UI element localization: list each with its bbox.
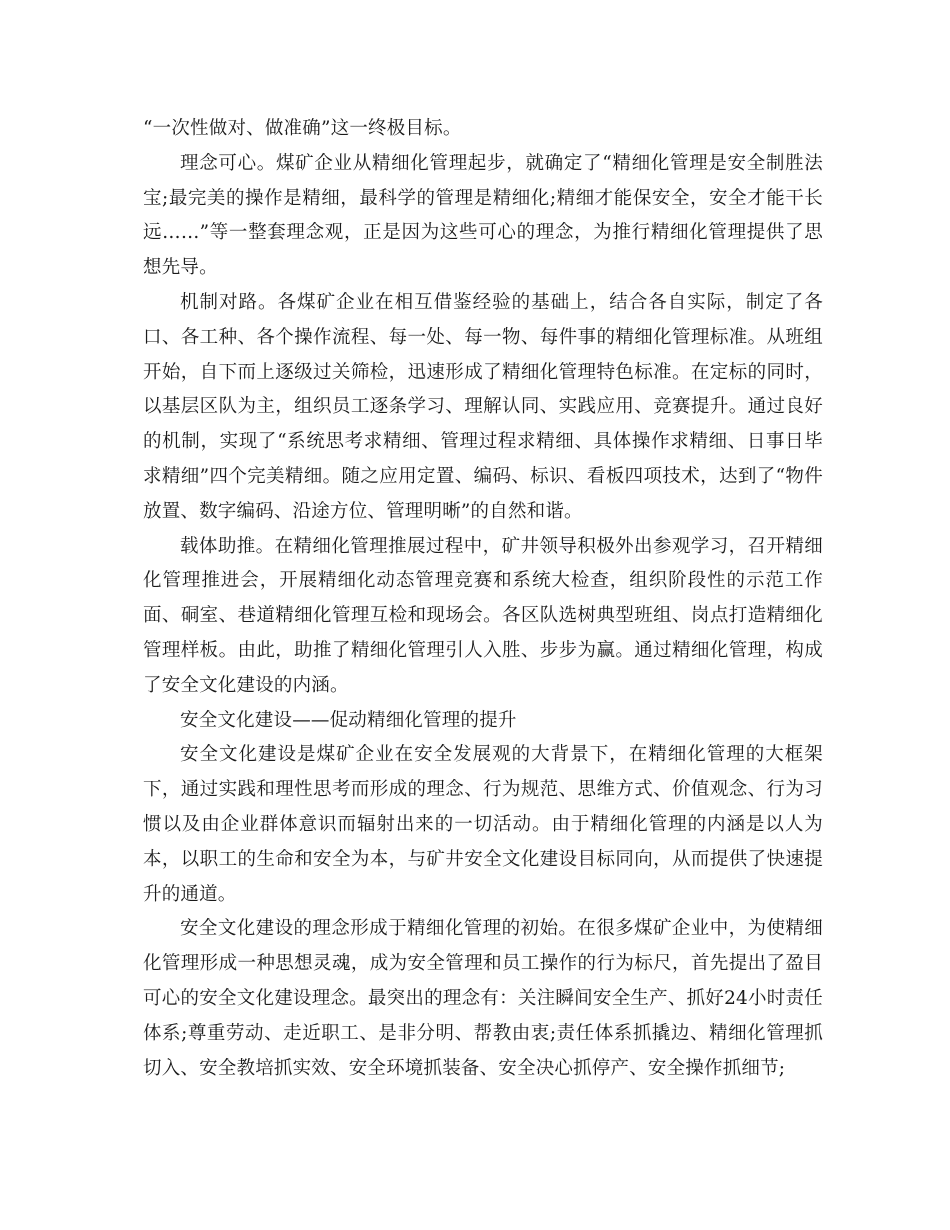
paragraph: 机制对路。各煤矿企业在相互借鉴经验的基础上，结合各自实际，制定了各口、各工种、各个操作流程、每一处、每一物、每件事的精细化管理标准。从班组开始，自下而上逐级过关筛检，迅速形成了精细化管理特色标准。在定标的同时，以基层区队为主，组织员工逐条学习、理解认同、实践应用、竞赛提升。通过良好的机制，实现了“系统思考求精细、管理过程求精细、具体操作求精细、日事日毕求精细”四个完美精细。随之应用定置、编码、标识、看板四项技术，达到了“物件放置、数字编码、沿途方位、管理明晰”的自然和谐。 (143, 291, 823, 522)
paragraph: 载体助推。在精细化管理推展过程中，矿井领导积极外出参观学习，召开精细化管理推进会，开展精细化动态管理竞赛和系统大检查，组织阶段性的示范工作面、硐室、巷道精细化管理互检和现场会。各区队选树典型班组、岗点打造精细化管理样板。由此，助推了精细化管理引人入胜、步步为赢。通过精细化管理，构成了安全文化建设的内涵。 (143, 535, 823, 696)
section-heading: 安全文化建设——促动精细化管理的提升 (180, 709, 517, 731)
paragraph: 安全文化建设的理念形成于精细化管理的初始。在很多煤矿企业中，为使精细化管理形成一种思想灵魂，成为安全管理和员工操作的行为标尺，首先提出了盈目可心的安全文化建设理念。最突出的理念有：关注瞬间安全生产、抓好24小时责任体系;尊重劳动、走近职工、是非分明、帮教由衷;责任体系抓撬边、精细化管理抓切入、安全教培抓实效、安全环境抓装备、安全决心抓停产、安全操作抓细节; (143, 918, 823, 1079)
paragraph: 理念可心。煤矿企业从精细化管理起步，就确定了“精细化管理是安全制胜法宝;最完美的操作是精细，最科学的管理是精细化;精细才能保安全，安全才能干长远……”等一整套理念观，正是因为这些可心的理念，为推行精细化管理提供了思想先导。 (143, 152, 823, 279)
document-body (143, 112, 823, 1086)
paragraph: 安全文化建设是煤矿企业在安全发展观的大背景下，在精细化管理的大框架下，通过实践和理性思考而形成的理念、行为规范、思维方式、价值观念、行为习惯以及由企业群体意识而辐射出来的一切活动。由于精细化管理的内涵是以人为本，以职工的生命和安全为本，与矿井安全文化建设目标同向，从而提供了快速提升的通道。 (143, 744, 823, 905)
paragraph: “一次性做对、做准确”这一终极目标。 (143, 118, 462, 139)
